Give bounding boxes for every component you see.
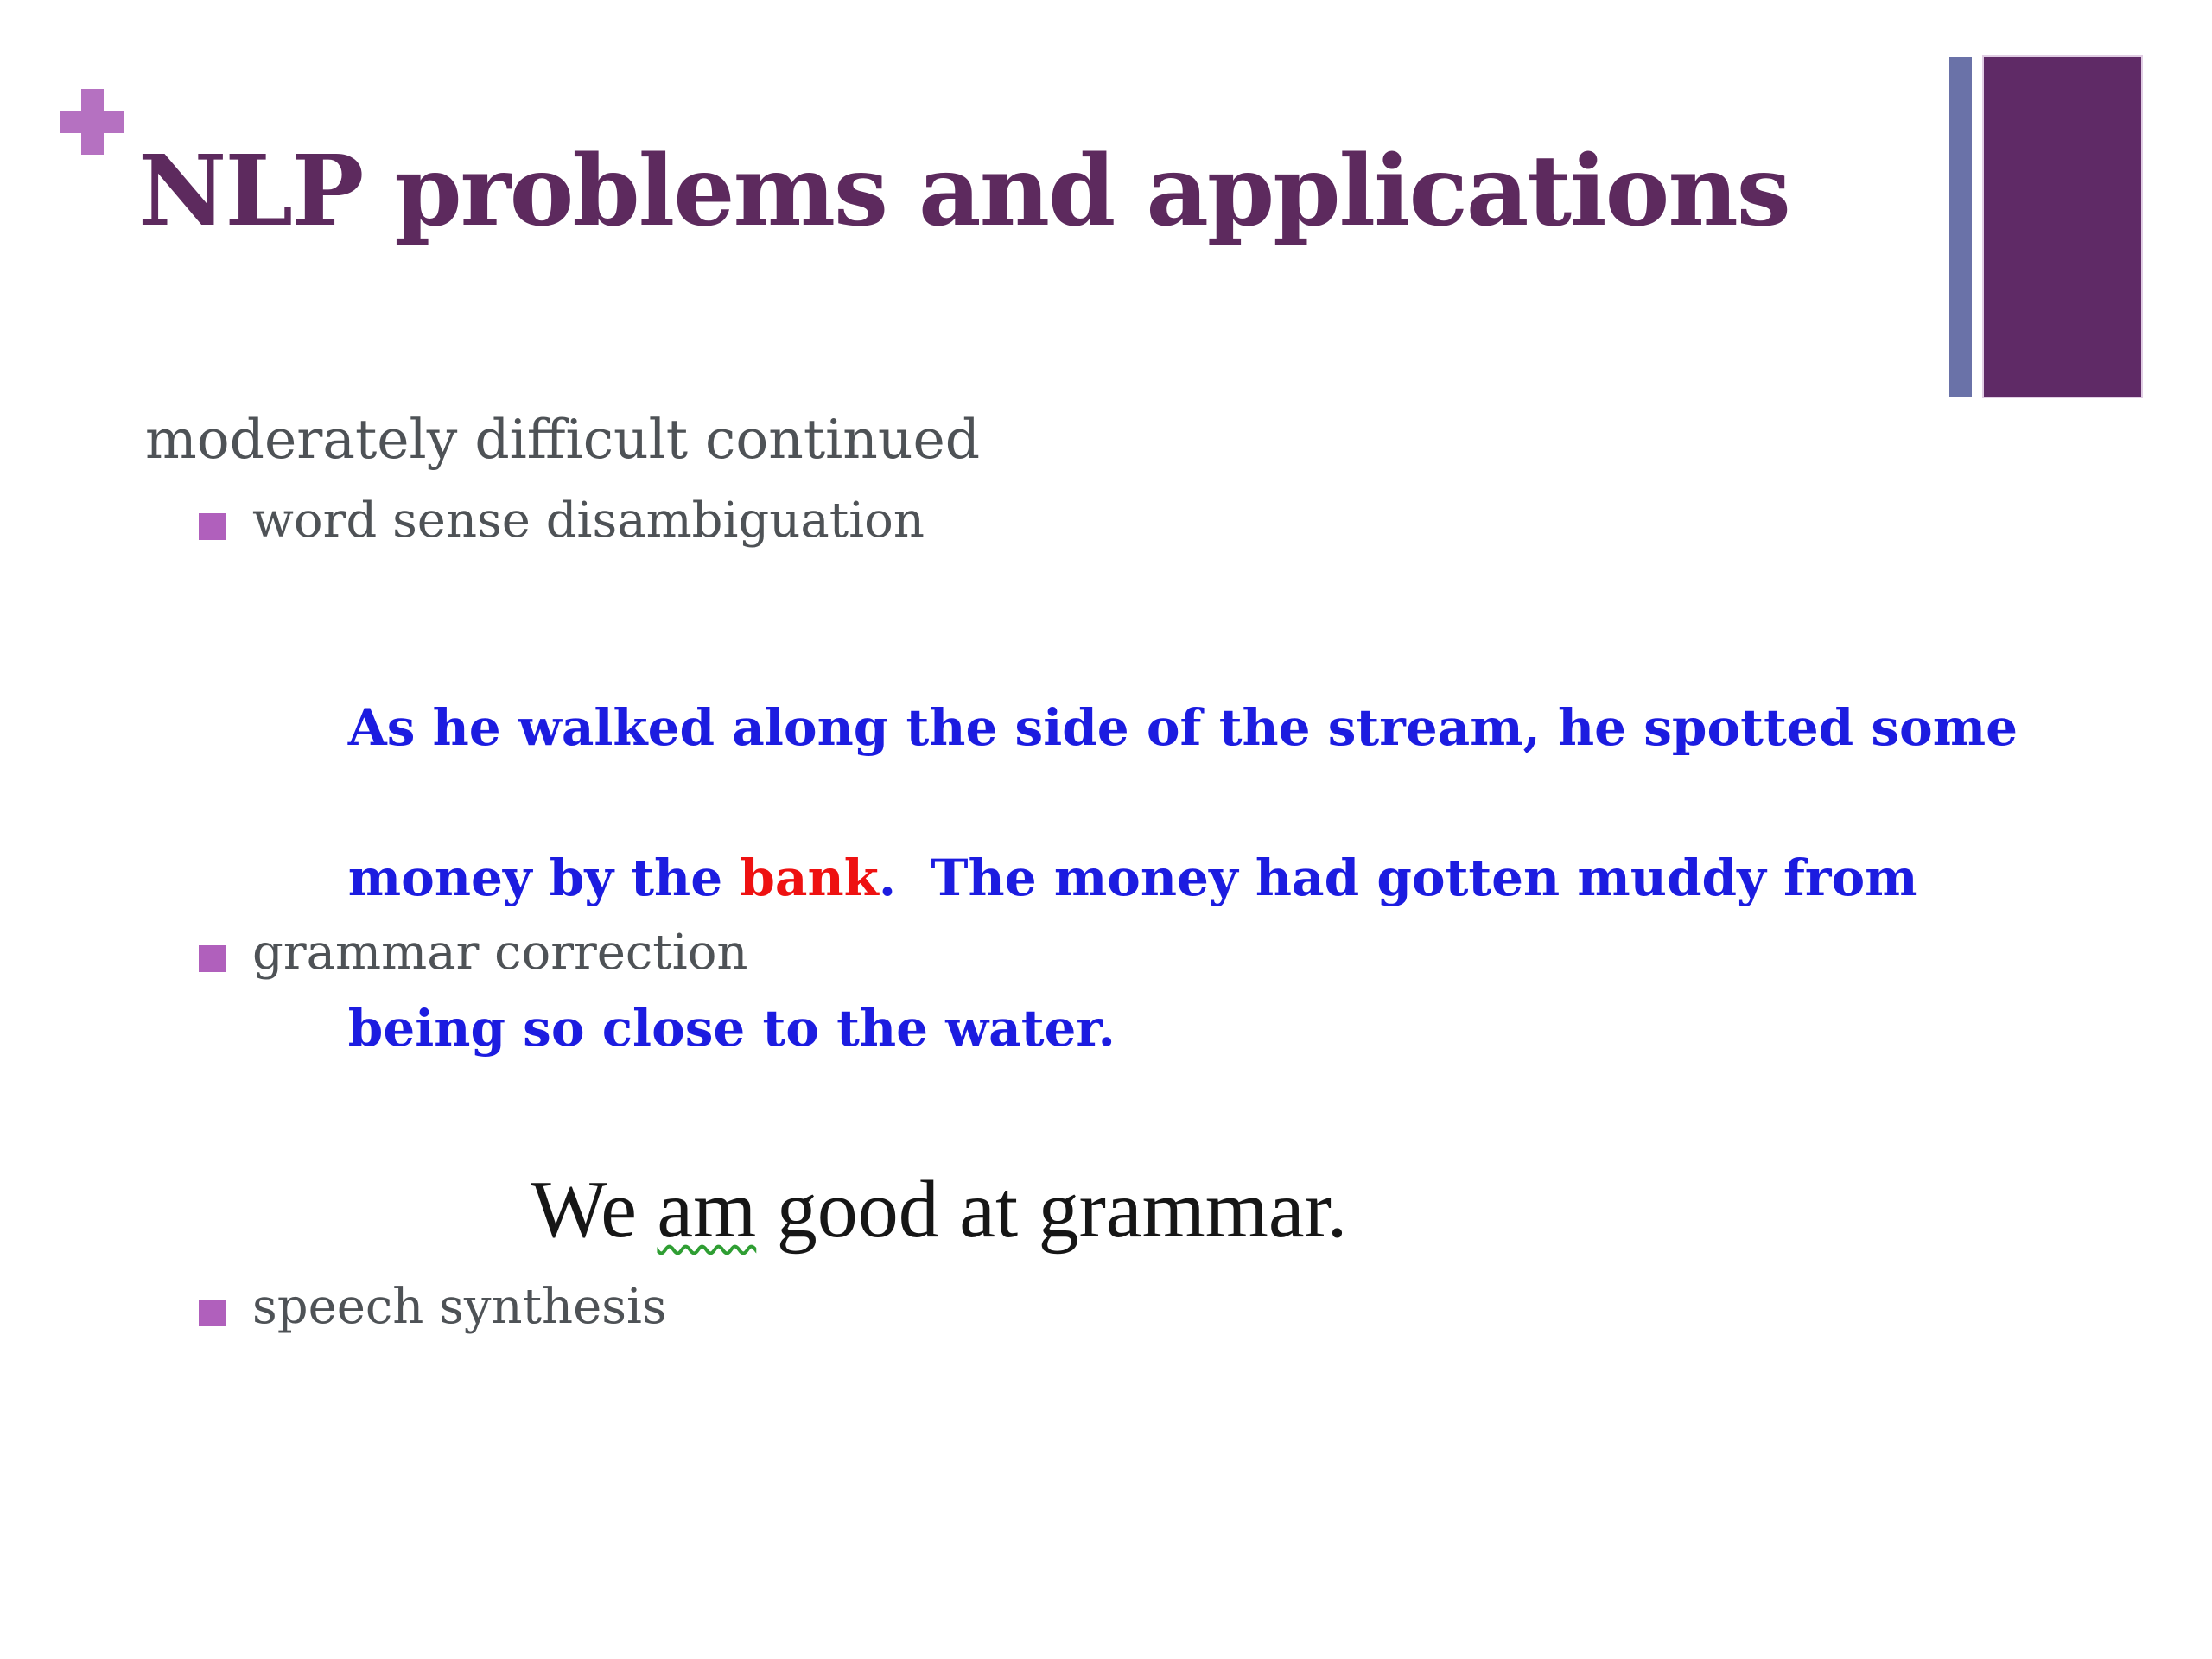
wsd-example-sentence bbox=[278, 615, 2018, 1141]
wsd-example-line-1: As he walked along the side of the stream, he spotted some bbox=[347, 698, 2018, 757]
square-bullet-icon bbox=[199, 1300, 226, 1326]
bullet-label: word sense disambiguation bbox=[252, 493, 925, 549]
accent-bar-wide bbox=[1984, 57, 2141, 397]
ambiguous-word-highlight: bank bbox=[740, 849, 879, 907]
plus-icon-horizontal-arm bbox=[60, 111, 124, 133]
square-bullet-icon bbox=[199, 513, 226, 540]
subheading: moderately difficult continued bbox=[145, 408, 981, 471]
grammar-error-word: am bbox=[657, 1165, 757, 1255]
accent-bar-thin bbox=[1949, 57, 1972, 397]
bullet-label: speech synthesis bbox=[252, 1279, 667, 1335]
wsd-example-line-2-post: . The money had gotten muddy from bbox=[878, 849, 1918, 907]
wsd-example-line-2-pre: money by the bbox=[347, 849, 741, 907]
bullet-item-speech-synthesis bbox=[199, 1279, 667, 1336]
grammar-example-pre: We bbox=[531, 1165, 658, 1255]
grammar-example-post: good at grammar. bbox=[756, 1165, 1348, 1255]
slide-title: NLP problems and applications bbox=[138, 135, 1789, 248]
wsd-example-line-3: being so close to the water. bbox=[347, 999, 1116, 1058]
plus-icon bbox=[60, 89, 124, 155]
bullet-item-word-sense-disambiguation bbox=[199, 493, 925, 550]
square-bullet-icon bbox=[199, 945, 226, 972]
bullet-item-grammar-correction bbox=[199, 925, 747, 982]
bullet-label: grammar correction bbox=[252, 925, 748, 981]
